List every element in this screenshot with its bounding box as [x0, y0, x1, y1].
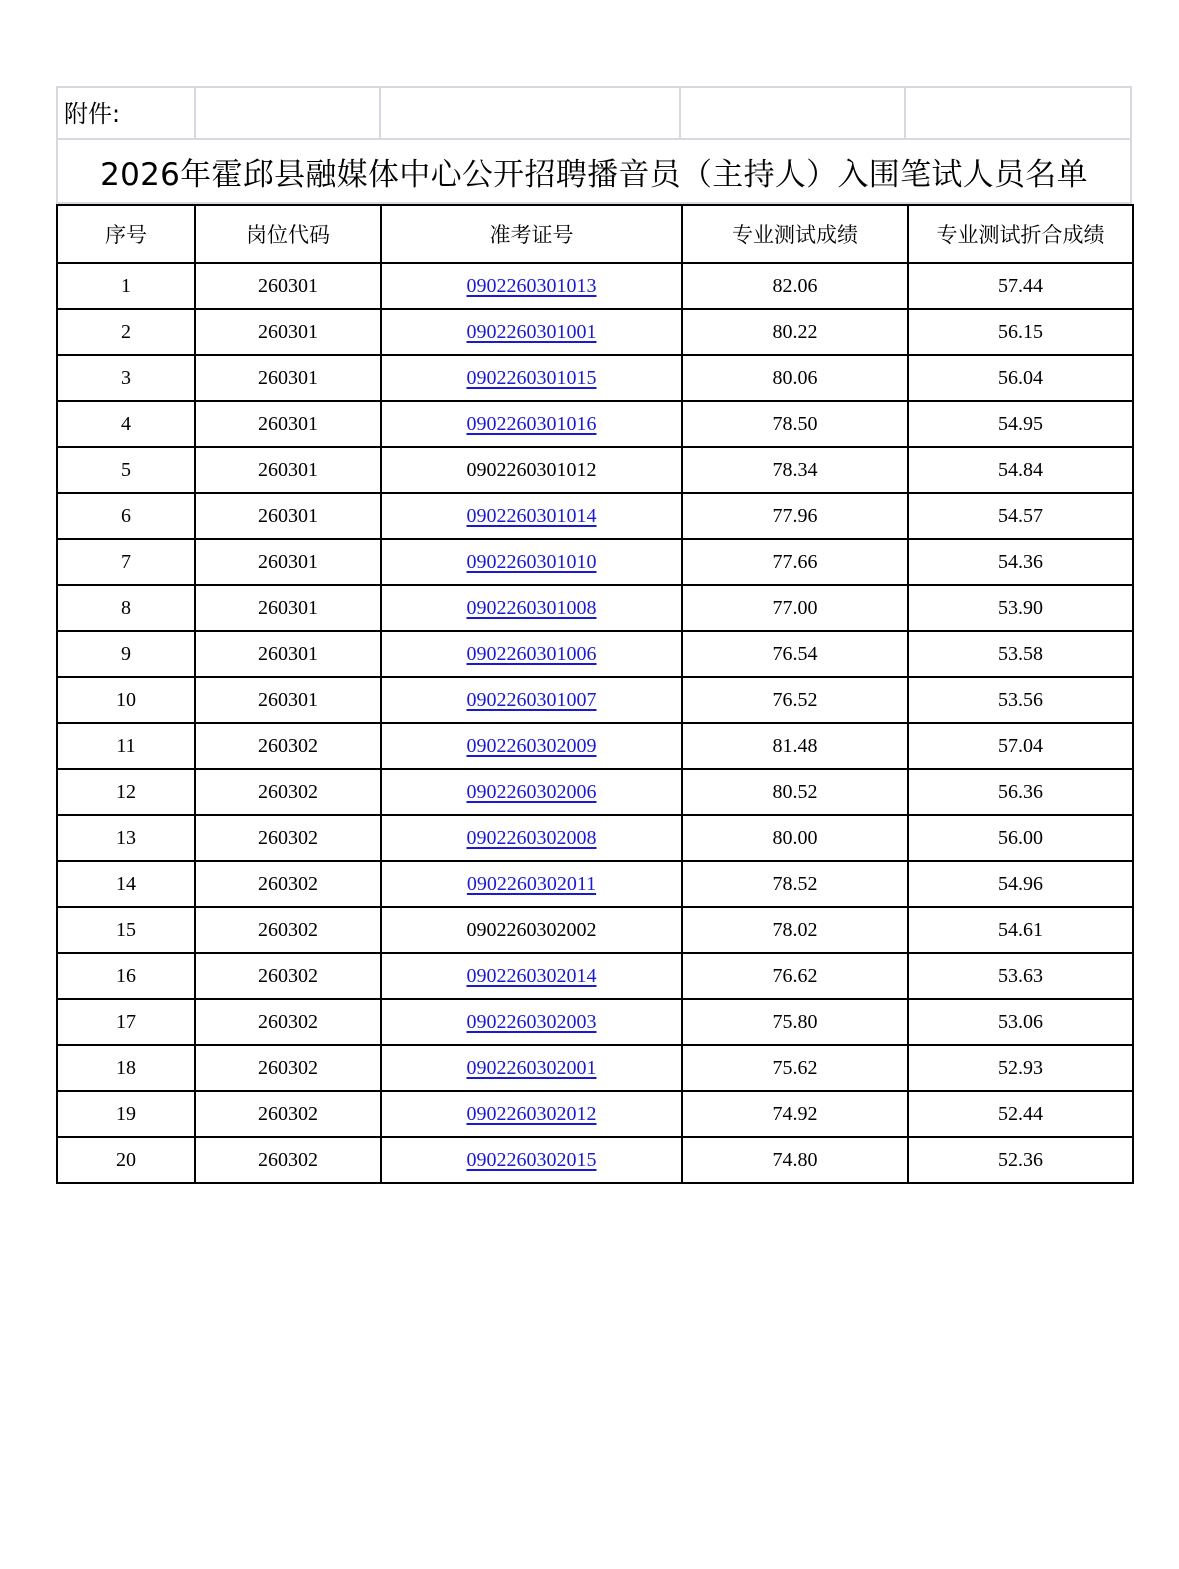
cell-weighted-score — [908, 769, 1133, 815]
cell-post-code — [195, 1045, 381, 1091]
cell-post-code — [195, 1137, 381, 1183]
cell-ticket-no — [381, 815, 682, 861]
cell-weighted-score-text: 57.04 — [998, 734, 1043, 757]
cell-weighted-score-text: 56.15 — [998, 320, 1043, 343]
cell-post-code — [195, 769, 381, 815]
ticket-no-link[interactable]: 0902260302012 — [466, 1102, 597, 1125]
cell-weighted-score-text: 54.95 — [998, 412, 1043, 435]
table-row — [57, 401, 1133, 447]
cell-post-code-text: 260301 — [258, 504, 318, 527]
cell-ticket-no — [381, 585, 682, 631]
cell-score — [682, 401, 908, 447]
cell-ticket-no — [381, 631, 682, 677]
ticket-no-link[interactable]: 0902260302008 — [466, 826, 597, 849]
cell-post-code — [195, 539, 381, 585]
cell-post-code — [195, 493, 381, 539]
cell-seq — [57, 723, 195, 769]
cell-seq — [57, 309, 195, 355]
attachment-label: 附件: — [58, 88, 196, 138]
cell-score-text: 77.66 — [772, 550, 818, 573]
cell-post-code-text: 260302 — [258, 1056, 318, 1079]
cell-post-code — [195, 999, 381, 1045]
table-row — [57, 1091, 1133, 1137]
cell-score-text: 75.80 — [772, 1010, 818, 1033]
cell-ticket-no — [381, 769, 682, 815]
cell-post-code — [195, 907, 381, 953]
cell-weighted-score — [908, 631, 1133, 677]
cell-weighted-score — [908, 493, 1133, 539]
ticket-no-link[interactable]: 0902260301008 — [466, 596, 597, 619]
cell-weighted-score — [908, 447, 1133, 493]
cell-post-code-text: 260301 — [258, 412, 318, 435]
table-row — [57, 953, 1133, 999]
empty-cell — [196, 88, 381, 138]
empty-cell — [906, 88, 1130, 138]
header-score: 专业测试成绩 — [682, 205, 908, 263]
table-header-row — [57, 205, 1133, 263]
cell-seq-text: 1 — [121, 274, 131, 297]
cell-weighted-score-text: 54.57 — [998, 504, 1043, 527]
cell-ticket-no — [381, 999, 682, 1045]
cell-score-text: 80.06 — [772, 366, 818, 389]
cell-score-text: 81.48 — [772, 734, 818, 757]
cell-ticket-no — [381, 953, 682, 999]
cell-seq — [57, 1045, 195, 1091]
cell-weighted-score — [908, 355, 1133, 401]
cell-seq — [57, 401, 195, 447]
cell-post-code-text: 260302 — [258, 918, 318, 941]
cell-post-code — [195, 953, 381, 999]
cell-score-text: 78.52 — [772, 872, 818, 895]
cell-seq-text: 16 — [116, 964, 136, 987]
cell-seq-text: 13 — [116, 826, 136, 849]
cell-post-code — [195, 355, 381, 401]
ticket-no-link[interactable]: 0902260302014 — [466, 964, 597, 987]
cell-weighted-score-text: 53.56 — [998, 688, 1043, 711]
cell-post-code — [195, 631, 381, 677]
cell-ticket-no-text: 0902260302002 — [466, 918, 597, 941]
cell-ticket-no — [381, 1045, 682, 1091]
cell-ticket-no — [381, 907, 682, 953]
table-body — [57, 263, 1133, 1183]
cell-weighted-score — [908, 723, 1133, 769]
cell-seq — [57, 769, 195, 815]
cell-score — [682, 1137, 908, 1183]
cell-ticket-no — [381, 1091, 682, 1137]
ticket-no-link[interactable]: 0902260302015 — [466, 1148, 597, 1171]
cell-post-code — [195, 1091, 381, 1137]
cell-score — [682, 723, 908, 769]
ticket-no-link[interactable]: 0902260302006 — [466, 780, 597, 803]
cell-weighted-score — [908, 1045, 1133, 1091]
cell-ticket-no — [381, 861, 682, 907]
cell-score — [682, 263, 908, 309]
cell-post-code-text: 260302 — [258, 734, 318, 757]
cell-weighted-score-text: 54.61 — [998, 918, 1043, 941]
cell-post-code-text: 260301 — [258, 320, 318, 343]
cell-seq-text: 7 — [121, 550, 131, 573]
cell-weighted-score-text: 56.04 — [998, 366, 1043, 389]
cell-post-code-text: 260302 — [258, 1102, 318, 1125]
cell-post-code-text: 260301 — [258, 366, 318, 389]
cell-post-code — [195, 447, 381, 493]
cell-score-text: 75.62 — [772, 1056, 818, 1079]
title-row — [56, 138, 1132, 204]
cell-post-code — [195, 309, 381, 355]
cell-seq-text: 12 — [116, 780, 136, 803]
cell-score — [682, 1045, 908, 1091]
table-row — [57, 861, 1133, 907]
cell-score-text: 80.52 — [772, 780, 818, 803]
cell-score — [682, 907, 908, 953]
table-row — [57, 263, 1133, 309]
cell-score — [682, 769, 908, 815]
table-row — [57, 585, 1133, 631]
cell-score-text: 76.52 — [772, 688, 818, 711]
ticket-no-link[interactable]: 0902260302001 — [466, 1056, 597, 1079]
cell-ticket-no — [381, 309, 682, 355]
cell-seq-text: 14 — [116, 872, 136, 895]
cell-score — [682, 999, 908, 1045]
cell-seq-text: 2 — [121, 320, 131, 343]
cell-seq-text: 19 — [116, 1102, 136, 1125]
cell-seq-text: 3 — [121, 366, 131, 389]
cell-seq-text: 6 — [121, 504, 131, 527]
cell-ticket-no — [381, 677, 682, 723]
ticket-no-link[interactable]: 0902260301006 — [466, 642, 597, 665]
cell-seq — [57, 861, 195, 907]
cell-seq — [57, 493, 195, 539]
cell-weighted-score-text: 54.96 — [998, 872, 1043, 895]
cell-weighted-score-text: 57.44 — [998, 274, 1043, 297]
cell-post-code — [195, 815, 381, 861]
cell-score — [682, 493, 908, 539]
spreadsheet-page — [56, 86, 1132, 1184]
cell-weighted-score-text: 52.44 — [998, 1102, 1043, 1125]
cell-score — [682, 677, 908, 723]
ticket-no-link[interactable]: 0902260301010 — [466, 550, 597, 573]
cell-post-code — [195, 263, 381, 309]
table-row — [57, 907, 1133, 953]
cell-score-text: 78.02 — [772, 918, 818, 941]
cell-score-text: 74.80 — [772, 1148, 818, 1171]
cell-post-code-text: 260301 — [258, 458, 318, 481]
cell-ticket-no — [381, 493, 682, 539]
cell-ticket-no — [381, 263, 682, 309]
cell-weighted-score — [908, 907, 1133, 953]
cell-post-code-text: 260302 — [258, 780, 318, 803]
cell-weighted-score-text: 56.00 — [998, 826, 1043, 849]
cell-score-text: 80.22 — [772, 320, 818, 343]
cell-seq — [57, 585, 195, 631]
cell-ticket-no — [381, 401, 682, 447]
table-row — [57, 355, 1133, 401]
cell-ticket-no — [381, 723, 682, 769]
ticket-no-link[interactable]: 0902260301013 — [466, 274, 597, 297]
cell-score-text: 76.54 — [772, 642, 818, 665]
cell-seq-text: 9 — [121, 642, 131, 665]
cell-weighted-score-text: 54.36 — [998, 550, 1043, 573]
cell-seq-text: 18 — [116, 1056, 136, 1079]
cell-post-code-text: 260302 — [258, 826, 318, 849]
cell-score — [682, 585, 908, 631]
cell-post-code — [195, 401, 381, 447]
cell-post-code — [195, 861, 381, 907]
cell-weighted-score — [908, 539, 1133, 585]
cell-seq-text: 10 — [116, 688, 136, 711]
cell-score — [682, 309, 908, 355]
ticket-no-link[interactable]: 0902260301007 — [466, 688, 597, 711]
cell-weighted-score — [908, 953, 1133, 999]
cell-weighted-score — [908, 815, 1133, 861]
cell-seq — [57, 539, 195, 585]
page-title: 2026年霍邱县融媒体中心公开招聘播音员（主持人）入围笔试人员名单 — [100, 156, 1088, 193]
ticket-no-link[interactable]: 0902260301014 — [466, 504, 597, 527]
cell-seq — [57, 263, 195, 309]
cell-seq — [57, 999, 195, 1045]
cell-seq-text: 17 — [116, 1010, 136, 1033]
cell-post-code-text: 260301 — [258, 688, 318, 711]
cell-seq-text: 4 — [121, 412, 131, 435]
cell-weighted-score — [908, 401, 1133, 447]
cell-weighted-score — [908, 585, 1133, 631]
candidate-table — [56, 204, 1134, 1184]
ticket-no-link[interactable]: 0902260302003 — [466, 1010, 597, 1033]
cell-weighted-score-text: 53.58 — [998, 642, 1043, 665]
cell-score-text: 76.62 — [772, 964, 818, 987]
cell-seq-text: 11 — [116, 734, 136, 757]
cell-post-code — [195, 585, 381, 631]
cell-score-text: 77.00 — [772, 596, 818, 619]
cell-score — [682, 1091, 908, 1137]
table-row — [57, 769, 1133, 815]
cell-seq-text: 20 — [116, 1148, 136, 1171]
cell-weighted-score — [908, 677, 1133, 723]
cell-score-text: 74.92 — [772, 1102, 818, 1125]
cell-weighted-score-text: 56.36 — [998, 780, 1043, 803]
cell-score-text: 82.06 — [772, 274, 818, 297]
attachment-row — [56, 86, 1132, 138]
cell-weighted-score-text: 52.93 — [998, 1056, 1043, 1079]
cell-score-text: 77.96 — [772, 504, 818, 527]
cell-score-text: 78.34 — [772, 458, 818, 481]
cell-post-code-text: 260302 — [258, 964, 318, 987]
cell-weighted-score — [908, 263, 1133, 309]
empty-cell — [681, 88, 906, 138]
header-seq: 序号 — [57, 205, 195, 263]
cell-weighted-score — [908, 309, 1133, 355]
cell-seq-text: 15 — [116, 918, 136, 941]
cell-ticket-no — [381, 1137, 682, 1183]
cell-score — [682, 355, 908, 401]
cell-score — [682, 447, 908, 493]
table-row — [57, 309, 1133, 355]
ticket-no-link[interactable]: 0902260301001 — [466, 320, 597, 343]
cell-seq — [57, 1091, 195, 1137]
header-post-code: 岗位代码 — [195, 205, 381, 263]
cell-weighted-score — [908, 1137, 1133, 1183]
cell-score-text: 80.00 — [772, 826, 818, 849]
cell-weighted-score — [908, 999, 1133, 1045]
cell-weighted-score-text: 54.84 — [998, 458, 1043, 481]
cell-weighted-score — [908, 1091, 1133, 1137]
table-row — [57, 539, 1133, 585]
cell-seq — [57, 1137, 195, 1183]
cell-seq — [57, 677, 195, 723]
cell-seq — [57, 907, 195, 953]
table-row — [57, 815, 1133, 861]
cell-seq-text: 8 — [121, 596, 131, 619]
cell-post-code-text: 260302 — [258, 872, 318, 895]
header-weighted-score: 专业测试折合成绩 — [908, 205, 1133, 263]
cell-post-code-text: 260302 — [258, 1148, 318, 1171]
cell-ticket-no — [381, 447, 682, 493]
cell-weighted-score-text: 53.63 — [998, 964, 1043, 987]
cell-post-code-text: 260301 — [258, 596, 318, 619]
cell-seq — [57, 815, 195, 861]
cell-score — [682, 953, 908, 999]
cell-seq — [57, 953, 195, 999]
cell-post-code-text: 260302 — [258, 1010, 318, 1033]
table-row — [57, 677, 1133, 723]
cell-post-code-text: 260301 — [258, 274, 318, 297]
header-ticket-no: 准考证号 — [381, 205, 682, 263]
table-row — [57, 1137, 1133, 1183]
cell-score — [682, 861, 908, 907]
cell-post-code — [195, 723, 381, 769]
cell-post-code-text: 260301 — [258, 550, 318, 573]
empty-cell — [381, 88, 681, 138]
cell-ticket-no — [381, 355, 682, 401]
cell-seq — [57, 447, 195, 493]
cell-post-code-text: 260301 — [258, 642, 318, 665]
table-row — [57, 1045, 1133, 1091]
ticket-no-link[interactable]: 0902260301015 — [466, 366, 597, 389]
cell-seq — [57, 355, 195, 401]
cell-score — [682, 539, 908, 585]
table-row — [57, 723, 1133, 769]
table-row — [57, 493, 1133, 539]
table-row — [57, 631, 1133, 677]
cell-weighted-score-text: 53.06 — [998, 1010, 1043, 1033]
cell-ticket-no — [381, 539, 682, 585]
ticket-no-link[interactable]: 0902260302009 — [466, 734, 597, 757]
cell-weighted-score — [908, 861, 1133, 907]
table-row — [57, 999, 1133, 1045]
ticket-no-link[interactable]: 0902260301016 — [466, 412, 597, 435]
cell-score — [682, 815, 908, 861]
cell-weighted-score-text: 53.90 — [998, 596, 1043, 619]
cell-seq — [57, 631, 195, 677]
cell-weighted-score-text: 52.36 — [998, 1148, 1043, 1171]
cell-ticket-no-text: 0902260301012 — [466, 458, 597, 481]
cell-post-code — [195, 677, 381, 723]
cell-seq-text: 5 — [121, 458, 131, 481]
cell-score — [682, 631, 908, 677]
cell-score-text: 78.50 — [772, 412, 818, 435]
table-row — [57, 447, 1133, 493]
ticket-no-link[interactable]: 0902260302011 — [466, 872, 597, 895]
